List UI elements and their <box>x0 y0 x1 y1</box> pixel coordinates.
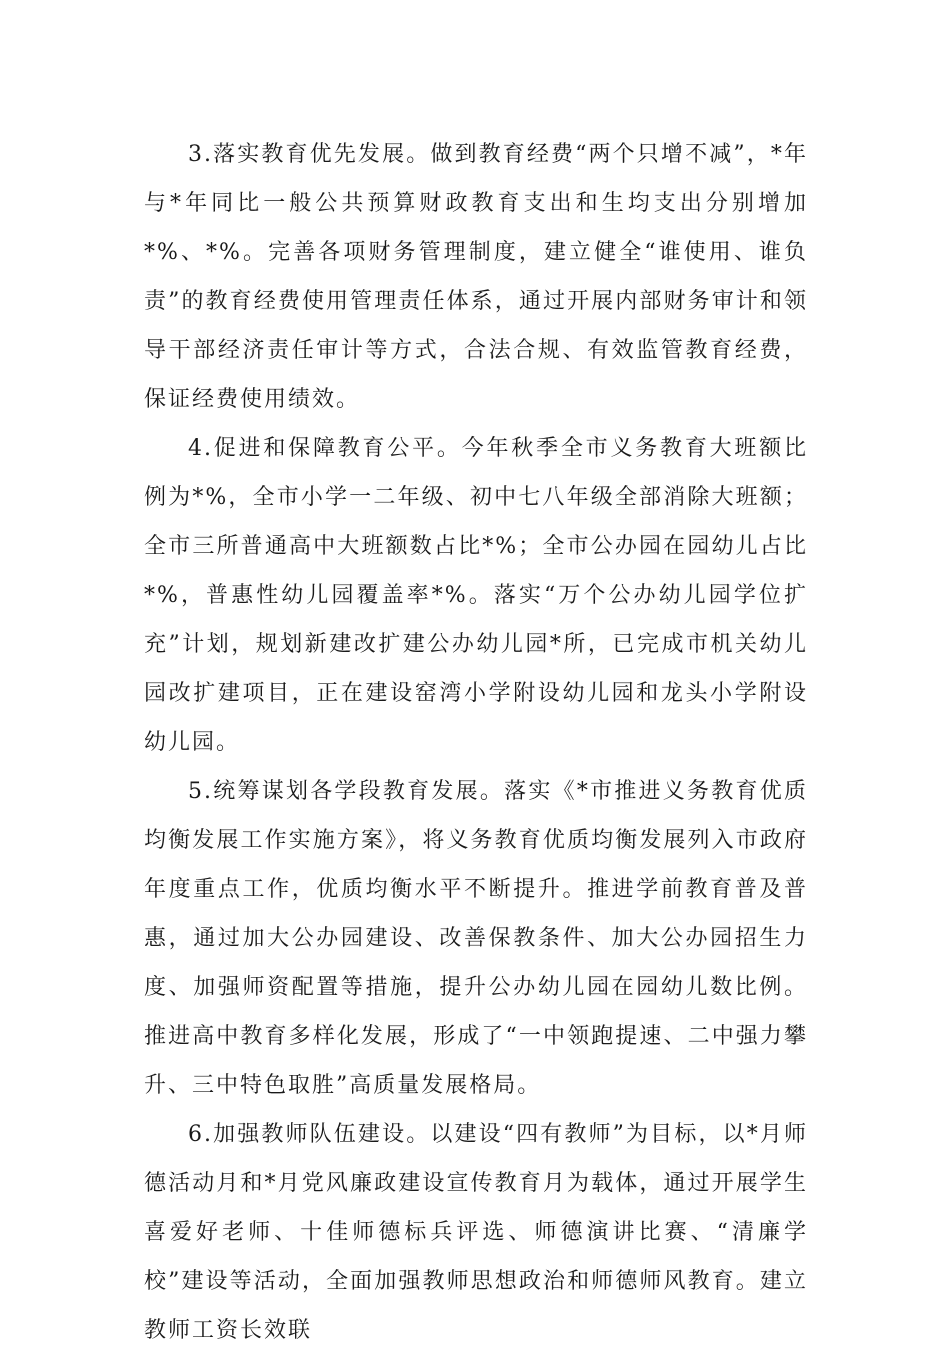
document-body <box>144 130 808 1355</box>
paragraph-education-stages: 5.统筹谋划各学段教育发展。落实《*市推进义务教育优质均衡发展工作实施方案》，将义务教育优质均衡发展列入市政府年度重点工作，优质均衡水平不断提升。推进学前教育普及普惠，通过加大公办园建设、改善保教条件、加大公办园招生力度、加强师资配置等措施，提升公办幼儿园在园幼儿数比例。推进高中教育多样化发展，形成了“一中领跑提速、二中强力攀升、三中特色取胜”高质量发展格局。 <box>144 779 808 1098</box>
paragraph-teacher-team: 6.加强教师队伍建设。以建设“四有教师”为目标，以*月师德活动月和*月党风廉政建设宣传教育月为载体，通过开展学生喜爱好老师、十佳师德标兵评选、师德演讲比赛、“清廉学校”建设等活动，全面加强教师思想政治和师德师风教育。建立教师工资长效联 <box>144 1122 808 1343</box>
paragraph-education-equity: 4.促进和保障教育公平。今年秋季全市义务教育大班额比例为*%，全市小学一二年级、初中七八年级全部消除大班额；全市三所普通高中大班额数占比*%；全市公办园在园幼儿占比*%，普惠性幼儿园覆盖率*%。落实“万个公办幼儿园学位扩充”计划，规划新建改扩建公办幼儿园*所，已完成市机关幼儿园改扩建项目，正在建设窑湾小学附设幼儿园和龙头小学附设幼儿园。 <box>144 436 808 755</box>
paragraph-education-priority: 3.落实教育优先发展。做到教育经费“两个只增不减”，*年与*年同比一般公共预算财政教育支出和生均支出分别增加*%、*%。完善各项财务管理制度，建立健全“谁使用、谁负责”的教育经费使用管理责任体系，通过开展内部财务审计和领导干部经济责任审计等方式，合法合规、有效监管教育经费，保证经费使用绩效。 <box>144 142 808 412</box>
